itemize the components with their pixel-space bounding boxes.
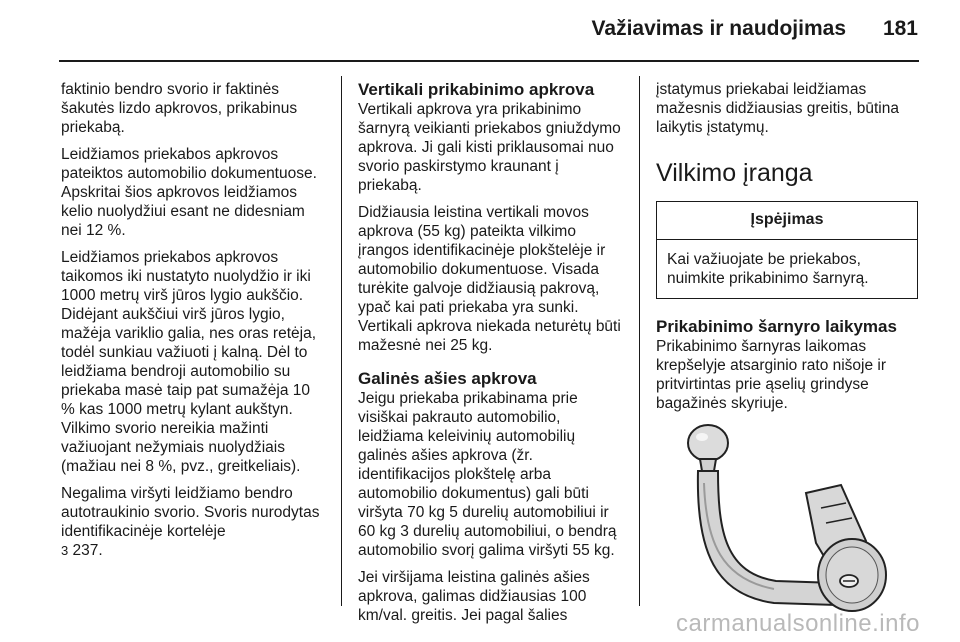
chapter-title: Vilkimo įranga <box>656 159 813 187</box>
paragraph <box>61 484 327 560</box>
column-1 <box>61 80 327 568</box>
column-2 <box>358 80 624 633</box>
tow-ball-illustration <box>656 423 918 629</box>
paragraph: Leidžiamos priekabos apkrovos pateiktos automobilio dokumentuose. Apskritai šios apkrovos leidžiamos kelio nuolydžiui esant ne didesniam nei 12 %. <box>61 146 317 239</box>
paragraph-text: Negalima viršyti leidžiamo bendro autotraukinio svorio. Svoris nurodytas identifikacinėje kortelėje <box>61 485 320 540</box>
reference-page: 237. <box>72 542 103 559</box>
paragraph: Jei viršijama leistina galinės ašies apkrova, galimas didžiausias 100 km/val. greitis. Jei pagal šalies <box>358 569 590 624</box>
paragraph: Didžiausia leistina vertikali movos apkrova (55 kg) pateikta vilkimo įrangos identifikacinėje plokštelėje ir automobilio dokumentuose. Visada turėkite galvoje didžiausią pakrovą, ypač kai pati priekaba yra sunki. Vertikali apkrova niekada neturėtų būti mažesnė nei 25 kg. <box>358 204 621 354</box>
tow-ball-hitch-icon <box>656 423 918 629</box>
column-3 <box>656 80 922 629</box>
page-number: 181 <box>882 17 918 40</box>
warning-text: Kai važiuojate be priekabos, nuimkite prikabinimo šarnyrą. <box>667 251 869 287</box>
section-heading: Vertikali prikabinimo apkrova <box>358 80 595 99</box>
column-divider-1 <box>341 76 342 606</box>
header-title: Važiavimas ir naudojimas <box>591 17 846 40</box>
paragraph: Jeigu priekaba prikabinama prie visiškai pakrauto automobilio, leidžiama keleivinių automobilių galinės ašies apkrova (žr. identifikacijos plokštelę arba automobilio dokumentus) gali būti viršyta 70 kg 5 durelių automobiliui ir 60 kg 3 durelių automobiliui, o bendrą automobilio svorį galima viršyti 55 kg. <box>358 390 617 559</box>
page-reference[interactable] <box>61 542 103 559</box>
warning-title: Įspėjimas <box>657 202 917 240</box>
warning-box <box>656 201 918 299</box>
reference-arrow-icon: 3 <box>61 543 69 558</box>
section-heading: Prikabinimo šarnyro laikymas <box>656 317 897 336</box>
paragraph: Vertikali apkrova yra prikabinimo šarnyrą veikianti priekabos gniuždymo apkrova. Ji gali kisti priklausomai nuo svorio paskirstymo kraunant į priekabą. <box>358 101 621 194</box>
paragraph: Leidžiamos priekabos apkrovos taikomos iki nustatyto nuolydžio ir iki 1000 metrų virš jūros lygio aukščio. Didėjant aukščiui virš jūros lygio, mažėja variklio galia, nes oras retėja, todėl sunkiau važiuoti į kalną. Dėl to leidžiama bendroji automobilio su priekaba masė taip pat sumažėja 10 % kas 1000 metrų kylant aukštyn. Vilkimo svorio nereikia mažinti važiuojant nežymiais nuolydžiais (mažiau nei 8 %, pvz., greitkeliais). <box>61 249 317 475</box>
watermark: carmanualsonline.info <box>676 610 920 637</box>
paragraph: įstatymus priekabai leidžiamas mažesnis didžiausias greitis, būtina laikytis įstatymų. <box>656 81 899 136</box>
section-heading: Galinės ašies apkrova <box>358 369 537 388</box>
column-divider-2 <box>639 76 640 606</box>
page-header <box>0 0 960 60</box>
paragraph: faktinio bendro svorio ir faktinės šakutės lizdo apkrovos, prikabinus priekabą. <box>61 81 298 136</box>
paragraph: Prikabinimo šarnyras laikomas krepšelyje atsarginio rato nišoje ir pritvirtintas prie ąselių grindyse bagažinės skyriuje. <box>656 338 887 412</box>
header-divider <box>59 60 919 62</box>
